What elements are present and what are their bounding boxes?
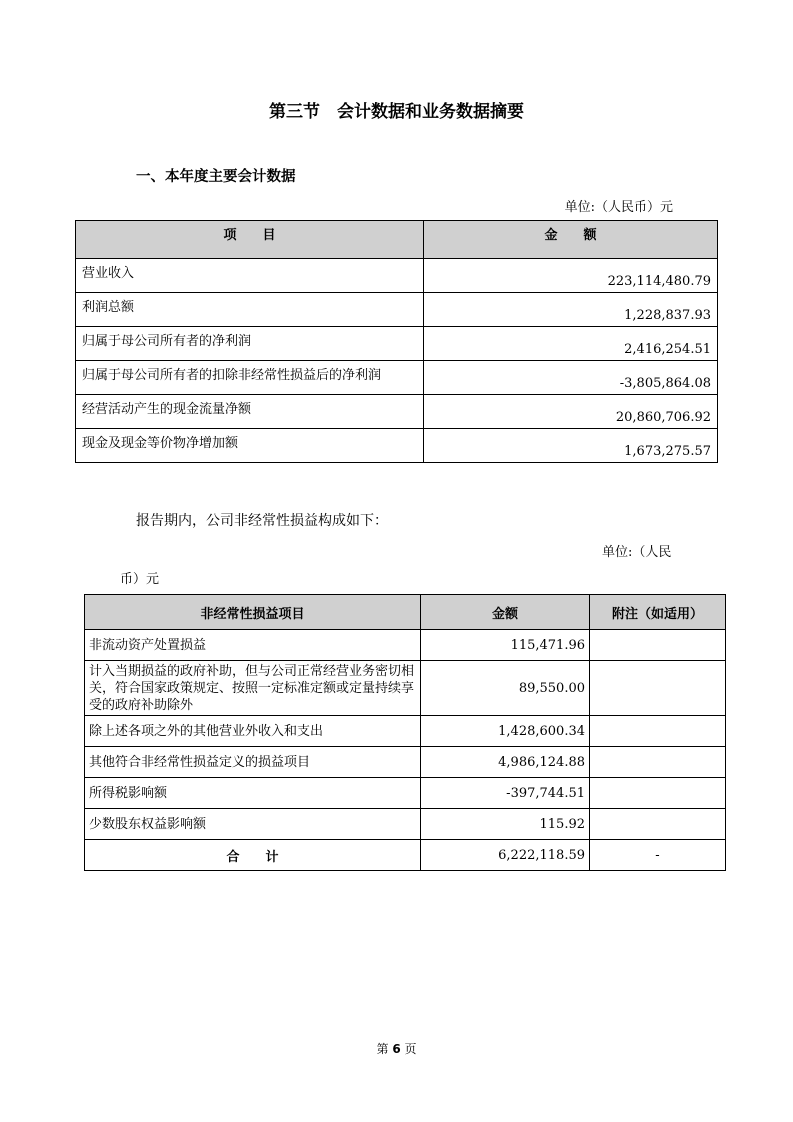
- row-value: 1,428,600.34: [421, 716, 590, 747]
- total-label: 合 计: [85, 840, 421, 871]
- row-value: -3,805,864.08: [424, 361, 718, 395]
- row-label: 其他符合非经常性损益定义的损益项目: [85, 747, 421, 778]
- row-note: [590, 630, 726, 661]
- table-row: [85, 630, 726, 661]
- non-recurring-items-table: [84, 594, 726, 871]
- main-accounting-data-table: [75, 220, 718, 463]
- row-label: 计入当期损益的政府补助，但与公司正常经营业务密切相关，符合国家政策规定、按照一定标准定额或定量持续享受的政府补助除外: [85, 661, 421, 716]
- row-note: [590, 716, 726, 747]
- total-value: 6,222,118.59: [421, 840, 590, 871]
- row-value: 4,986,124.88: [421, 747, 590, 778]
- row-label: 归属于母公司所有者的净利润: [76, 327, 424, 361]
- table-row: [85, 716, 726, 747]
- currency-unit-label-line1: 单位:（人民: [602, 545, 672, 560]
- row-label: 所得税影响额: [85, 778, 421, 809]
- row-note: [590, 809, 726, 840]
- table-total-row: [85, 840, 726, 871]
- table-row: [85, 809, 726, 840]
- table-row: [76, 327, 718, 361]
- table-header-row: [76, 221, 718, 259]
- table-row: [76, 293, 718, 327]
- row-label: 除上述各项之外的其他营业外收入和支出: [85, 716, 421, 747]
- row-label: 现金及现金等价物净增加额: [76, 429, 424, 463]
- non-recurring-intro-text: 报告期内，公司非经常性损益构成如下：: [136, 513, 388, 529]
- row-label: 少数股东权益影响额: [85, 809, 421, 840]
- footer-suffix: 页: [404, 1042, 417, 1056]
- column-header-item: 项 目: [76, 221, 424, 259]
- footer-prefix: 第: [376, 1042, 389, 1056]
- row-label: 经营活动产生的现金流量净额: [76, 395, 424, 429]
- row-value: 1,228,837.93: [424, 293, 718, 327]
- currency-unit-label-line2: 币）元: [120, 572, 160, 587]
- page-number: 6: [392, 1042, 401, 1056]
- row-label: 归属于母公司所有者的扣除非经常性损益后的净利润: [76, 361, 424, 395]
- row-value: -397,744.51: [421, 778, 590, 809]
- table-header-row: [85, 595, 726, 630]
- table-row: [76, 361, 718, 395]
- total-note: -: [590, 840, 726, 871]
- column-header-amount: 金额: [421, 595, 590, 630]
- table-row: [76, 429, 718, 463]
- page-footer: [0, 1040, 793, 1057]
- row-value: 115.92: [421, 809, 590, 840]
- row-value: 2,416,254.51: [424, 327, 718, 361]
- row-label: 利润总额: [76, 293, 424, 327]
- row-value: 1,673,275.57: [424, 429, 718, 463]
- column-header-amount: 金 额: [424, 221, 718, 259]
- table-row: [85, 778, 726, 809]
- table-row: [76, 259, 718, 293]
- row-note: [590, 747, 726, 778]
- row-value: 223,114,480.79: [424, 259, 718, 293]
- table-row: [85, 661, 726, 716]
- section-heading-main-accounting-data: 一、本年度主要会计数据: [136, 169, 296, 185]
- row-note: [590, 661, 726, 716]
- table-row: [76, 395, 718, 429]
- currency-unit-label: 单位:（人民币）元: [564, 200, 673, 215]
- row-value: 89,550.00: [421, 661, 590, 716]
- row-value: 115,471.96: [421, 630, 590, 661]
- row-note: [590, 778, 726, 809]
- row-label: 营业收入: [76, 259, 424, 293]
- page-title: 第三节 会计数据和业务数据摘要: [269, 102, 524, 122]
- table-row: [85, 747, 726, 778]
- column-header-note: 附注（如适用）: [590, 595, 726, 630]
- column-header-item: 非经常性损益项目: [85, 595, 421, 630]
- row-value: 20,860,706.92: [424, 395, 718, 429]
- row-label: 非流动资产处置损益: [85, 630, 421, 661]
